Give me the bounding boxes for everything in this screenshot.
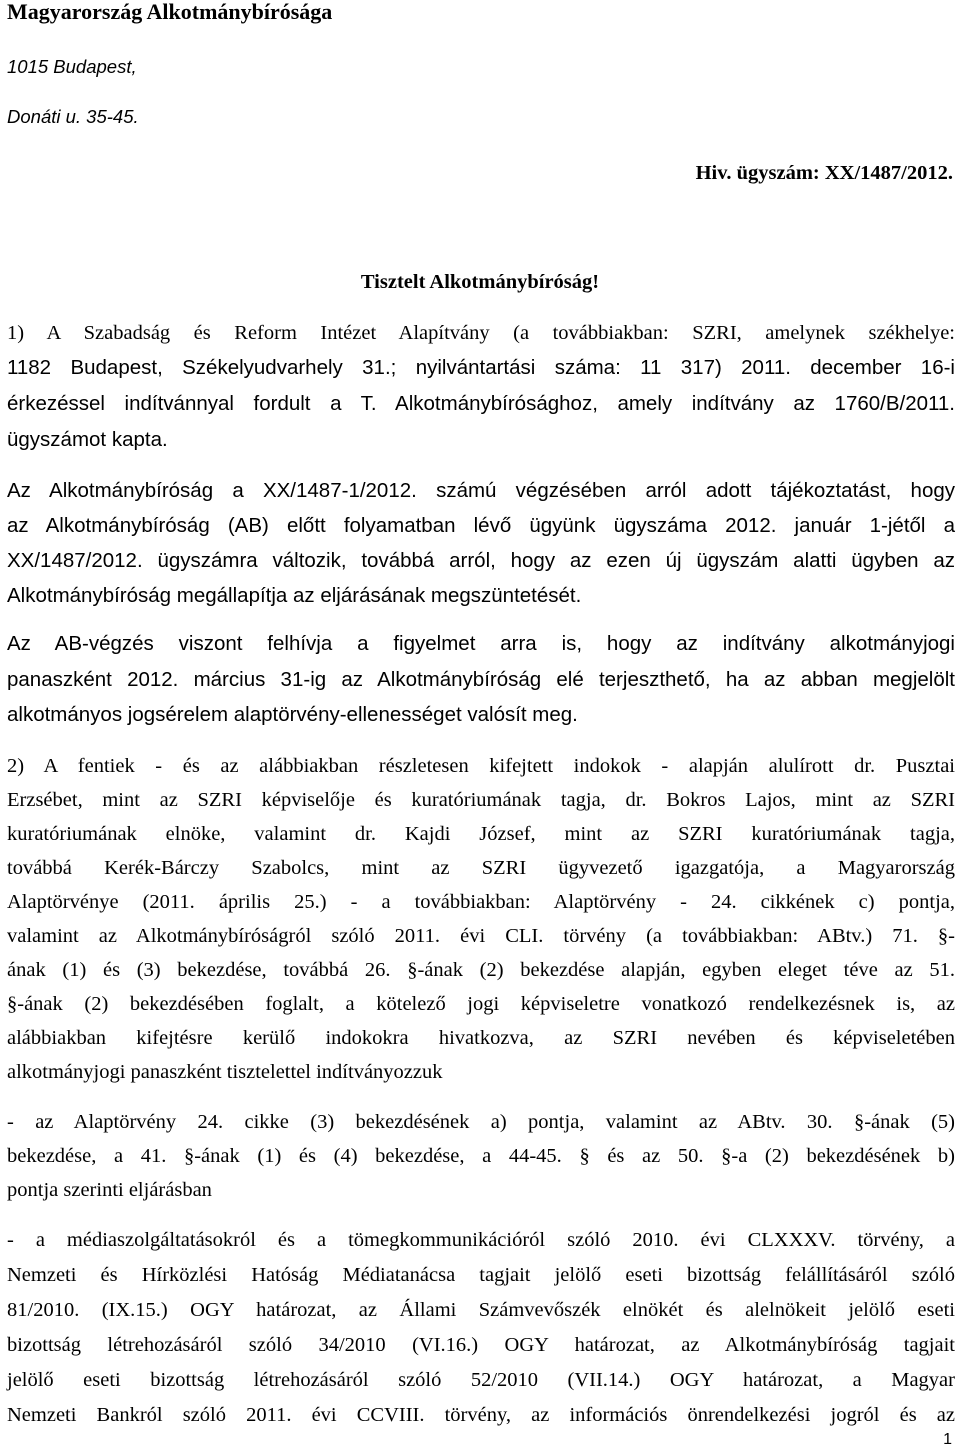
paragraph-line: Az AB-végzés viszont felhívja a figyelmet arra is, hogy az indítvány alkotmányjogi	[7, 632, 955, 655]
paragraph-line: pontja szerinti eljárásban	[7, 1179, 212, 1201]
paragraph-line: - az Alaptörvény 24. cikke (3) bekezdésének a) pontja, valamint az ABtv. 30. §-ának (5)	[7, 1111, 955, 1133]
paragraph-line: Alkotmánybíróság megállapítja az eljárásának megszüntetését.	[7, 584, 582, 607]
address-line-2: Donáti u. 35-45.	[7, 106, 139, 127]
paragraph-line: panaszként 2012. március 31-ig az Alkotmánybíróság elé terjeszthető, ha az abban megjelölt	[7, 668, 955, 691]
paragraph-line: Az Alkotmánybíróság a XX/1487-1/2012. számú végzésében arról adott tájékoztatást, hogy	[7, 479, 955, 502]
paragraph-line: 1) A Szabadság és Reform Intézet Alapítvány (a továbbiakban: SZRI, amelynek székhelye:	[7, 322, 955, 344]
paragraph-line: bizottság létrehozásáról szóló 34/2010 (VI.16.) OGY határozat, az Alkotmánybíróság tagjait	[7, 1334, 955, 1356]
paragraph-line: alábbiakban kifejtésre kerülő indokokra hivatkozva, az SZRI nevében és képviseletében	[7, 1027, 955, 1049]
paragraph-line: Alaptörvénye (2011. április 25.) - a továbbiakban: Alaptörvény - 24. cikkének c) pontja,	[7, 891, 955, 913]
paragraph-line: - a médiaszolgáltatásokról és a tömegkommunikációról szóló 2010. évi CLXXXV. törvény, a	[7, 1229, 955, 1251]
paragraph-line: XX/1487/2012. ügyszámra változik, továbbá arról, hogy az ezen új ügyszám alatti ügyben az	[7, 549, 955, 572]
paragraph-line: kuratóriumának elnöke, valamint dr. Kajdi József, mint az SZRI kuratóriumának tagja,	[7, 823, 955, 845]
paragraph-line: ának (1) és (3) bekezdése, továbbá 26. §-ának (2) bekezdése alapján, egyben eleget téve az 51.	[7, 959, 955, 981]
court-name: Magyarország Alkotmánybírósága	[7, 0, 333, 24]
page-number: 1	[943, 1431, 952, 1448]
paragraph-line: alkotmányjogi panaszként tisztelettel indítványozzuk	[7, 1061, 443, 1083]
paragraph-line: továbbá Kerék-Bárczy Szabolcs, mint az SZRI ügyvezető igazgatója, a Magyarország	[7, 857, 955, 879]
case-reference: Hiv. ügyszám: XX/1487/2012.	[695, 162, 953, 184]
address-line-1: 1015 Budapest,	[7, 56, 137, 77]
paragraph-line: ügyszámot kapta.	[7, 428, 168, 451]
paragraph-line: bekezdése, a 41. §-ának (1) és (4) bekezdése, a 44-45. § és az 50. §-a (2) bekezdésének b)	[7, 1145, 955, 1167]
paragraph-line: jelölő eseti bizottság létrehozásáról szóló 52/2010 (VII.14.) OGY határozat, a Magyar	[7, 1369, 955, 1391]
paragraph-line: §-ának (2) bekezdésében foglalt, a kötelező jogi képviseletre vonatkozó rendelkezésnek is, az	[7, 993, 955, 1015]
paragraph-line: 2) A fentiek - és az alábbiakban részletesen kifejtett indokok - alapján alulírott dr. Pusztai	[7, 755, 955, 777]
paragraph-line: Nemzeti és Hírközlési Hatóság Médiatanácsa tagjait jelölő eseti bizottság felállításáról szóló	[7, 1264, 955, 1286]
paragraph-line: 1182 Budapest, Székelyudvarhely 31.; nyilvántartási száma: 11 317) 2011. december 16-i	[7, 356, 955, 379]
paragraph-line: 81/2010. (IX.15.) OGY határozat, az Állami Számvevőszék elnökét és alelnökeit jelölő eseti	[7, 1299, 955, 1321]
paragraph-line: valamint az Alkotmánybíróságról szóló 2011. évi CLI. törvény (a továbbiakban: ABtv.) 71. §-	[7, 925, 955, 947]
salutation: Tisztelt Alkotmánybíróság!	[360, 271, 600, 293]
paragraph-line: alkotmányos jogsérelem alaptörvény-ellenességet valósít meg.	[7, 703, 578, 726]
paragraph-line: az Alkotmánybíróság (AB) előtt folyamatban lévő ügyünk ügyszáma 2012. január 1-jétől a	[7, 514, 955, 537]
paragraph-line: érkezéssel indítvánnyal fordult a T. Alkotmánybírósághoz, amely indítvány az 1760/B/2011.	[7, 392, 955, 415]
paragraph-line: Erzsébet, mint az SZRI képviselője és kuratóriumának tagja, dr. Bokros Lajos, mint az SZRI	[7, 789, 955, 811]
paragraph-line: Nemzeti Bankról szóló 2011. évi CCVIII. törvény, az információs önrendelkezési jogról és az	[7, 1404, 955, 1426]
